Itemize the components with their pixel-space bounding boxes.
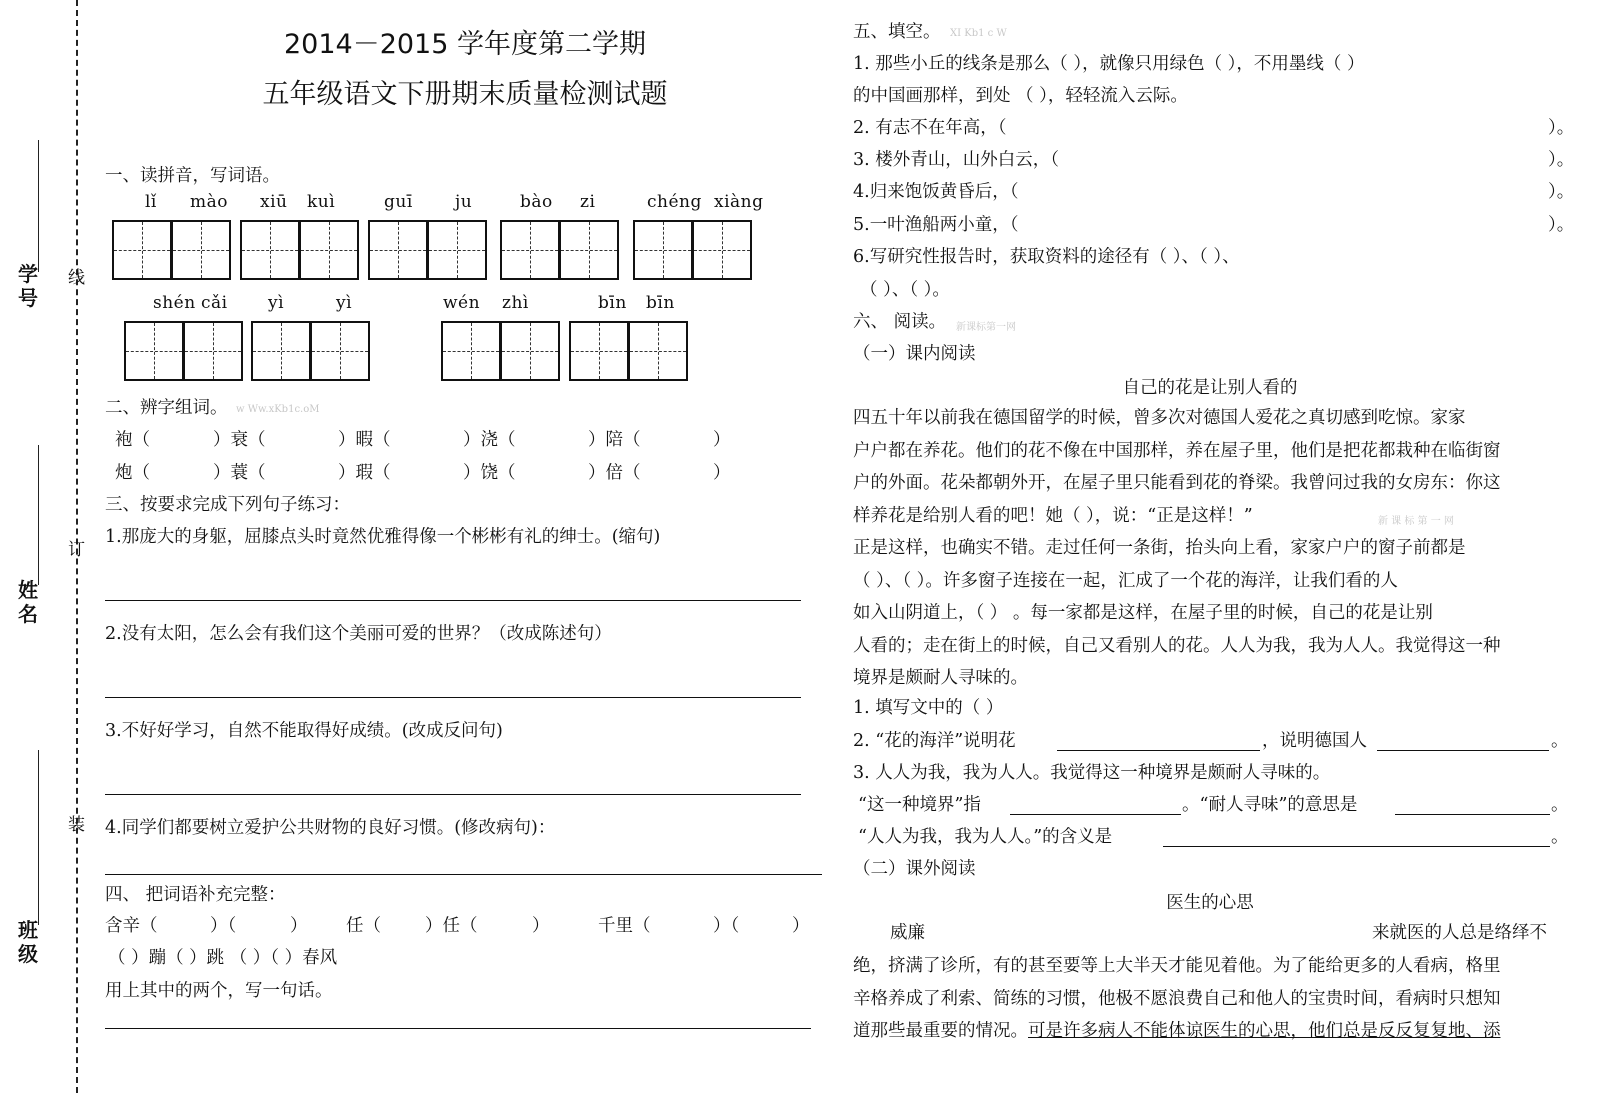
writing-box[interactable] <box>299 220 359 280</box>
char-item: 袍（ <box>115 430 150 450</box>
writing-box[interactable] <box>692 220 752 280</box>
pinyin: mào <box>190 192 228 212</box>
passage-line: 户的外面。花朵都朝外开，在屋子里只能看到花的脊梁。我曾问过我的女房东：你这 <box>853 473 1501 493</box>
idiom-item: 含辛（ <box>105 916 158 936</box>
subsection-heading: （二）课外阅读 <box>853 859 976 879</box>
char-item: ）饶（ <box>463 463 516 483</box>
pinyin: chéng <box>647 192 702 212</box>
pinyin: bīn <box>598 293 627 313</box>
fill-line-end: ）。 <box>1548 150 1575 170</box>
passage-title: 医生的心思 <box>1166 893 1254 913</box>
pinyin: ju <box>455 192 473 212</box>
question-text: 3.不好好学习，自然不能取得好成绩。(改成反问句) <box>105 721 503 741</box>
char-item: ）浇（ <box>463 430 516 450</box>
question-text: 2. “花的海洋”说明花 <box>853 731 1016 751</box>
pinyin: kuì <box>307 192 336 212</box>
student-no-field[interactable] <box>38 140 39 272</box>
question-text: “人人为我，我为人人。”的含义是 <box>858 827 1113 847</box>
section1-heading: 一、读拼音，写词语。 <box>105 166 280 186</box>
page-title-line2: 五年级语文下册期末质量检测试题 <box>262 79 668 110</box>
passage-paragraph <box>853 402 1501 695</box>
idiom-item: ） <box>532 916 550 936</box>
section6-heading: 六、 阅读。 <box>853 312 947 332</box>
answer-line[interactable] <box>1010 814 1181 815</box>
name-label: 姓名 <box>18 578 38 626</box>
underlined-passage-text: 可是许多病人不能体谅医生的心思，他们总是反反复复地、添 <box>1028 1021 1501 1041</box>
char-item: ）陪（ <box>588 430 641 450</box>
writing-box[interactable] <box>633 220 693 280</box>
writing-box[interactable] <box>427 220 487 280</box>
fill-line: （ ）、（ ）。 <box>860 280 950 300</box>
writing-box[interactable] <box>628 321 688 381</box>
name-field[interactable] <box>38 445 39 585</box>
char-item: ） <box>713 463 731 483</box>
char-item: ）蓑（ <box>213 463 266 483</box>
class-field[interactable] <box>38 750 39 925</box>
watermark-text: 新 课 标 第 一 网 <box>1378 516 1454 527</box>
pinyin: yì <box>268 293 285 313</box>
writing-box[interactable] <box>251 321 311 381</box>
passage-line: 境界是颇耐人寻味的。 <box>853 668 1028 688</box>
fill-line-end: ）。 <box>1548 118 1575 138</box>
section4-heading: 四、 把词语补充完整： <box>105 885 286 905</box>
idiom-item: 千里（ <box>598 916 651 936</box>
pinyin: xiàng <box>714 192 764 212</box>
passage-text: 道那些最重要的情况。 <box>853 1021 1028 1041</box>
fill-line: 1. 那些小丘的线条是那么（ ），就像只用绿色（ ），不用墨线（ ） <box>853 54 1365 74</box>
passage-line: 如入山阴道上，（ ） 。每一家都是这样，在屋子里的时候，自己的花是让别 <box>853 603 1433 623</box>
seal-mark-xian: 线 <box>68 268 85 288</box>
writing-box[interactable] <box>569 321 629 381</box>
writing-box[interactable] <box>310 321 370 381</box>
answer-line[interactable] <box>105 697 801 698</box>
fill-line: 3. 楼外青山，山外白云，（ <box>853 150 1060 170</box>
answer-line[interactable] <box>105 600 801 601</box>
seal-mark-ding: 订 <box>68 540 85 560</box>
pinyin: shén <box>153 293 196 313</box>
passage-line <box>853 1015 1501 1048</box>
period: 。 <box>1551 795 1569 815</box>
writing-box[interactable] <box>441 321 501 381</box>
char-item: ）瑕（ <box>338 463 391 483</box>
pinyin: zhì <box>502 293 529 313</box>
fill-line: 4.归来饱饭黄昏后，（ <box>853 182 1019 202</box>
writing-box[interactable] <box>559 220 619 280</box>
pinyin: cǎi <box>201 293 228 313</box>
passage-line: 户户都在养花。他们的花不像在中国那样，养在屋子里，他们是把花都栽种在临街窗 <box>853 440 1501 461</box>
student-no-label: 学号 <box>18 262 38 310</box>
answer-line[interactable] <box>105 1028 811 1029</box>
answer-line[interactable] <box>105 794 801 795</box>
seal-mark-zhuang: 装 <box>68 815 85 835</box>
char-item: ） <box>713 430 731 450</box>
section3-heading: 三、按要求完成下列句子练习： <box>105 495 350 515</box>
writing-box[interactable] <box>500 220 560 280</box>
fill-line: 2. 有志不在年高，（ <box>853 118 1007 138</box>
page-title-line1: 2014－2015 学年度第二学期 <box>283 29 646 60</box>
period: 。 <box>1551 731 1569 751</box>
question-text: 1.那庞大的身躯，屈膝点头时竟然优雅得像一个彬彬有礼的绅士。(缩句) <box>105 527 661 547</box>
passage-title: 自己的花是让别人看的 <box>1122 378 1298 398</box>
fill-line-end: ）。 <box>1548 215 1575 235</box>
instruction-text: 用上其中的两个，写一句话。 <box>105 981 333 1001</box>
question-text: 1. 填写文中的（ ） <box>853 698 1004 718</box>
passage-line: （ ）、（ ）。许多窗子连接在一起，汇成了一个花的海洋，让我们看的人 <box>853 570 1398 591</box>
writing-box[interactable] <box>500 321 560 381</box>
answer-line[interactable] <box>1395 814 1550 815</box>
passage-line: 人看的；走在街上的时候，自己又看别人的花。人人为我，我为人人。我觉得这一种 <box>853 635 1501 656</box>
question-text: ，说明德国人 <box>1262 731 1367 751</box>
subsection-heading: （一）课内阅读 <box>853 344 976 364</box>
passage-line: 来就医的人总是络绎不 <box>1372 923 1547 943</box>
pinyin: bīn <box>646 293 675 313</box>
period: 。 <box>1551 827 1569 847</box>
writing-box[interactable] <box>368 220 428 280</box>
passage-line: 辛格养成了利索、简练的习惯，他极不愿浪费自己和他人的宝贵时间，看病时只想知 <box>853 988 1501 1009</box>
idiom-item: ）（ <box>713 916 740 936</box>
passage-line: 样养花是给别人看的吧！她（ ），说：“正是这样！” <box>853 505 1253 526</box>
pinyin: guī <box>384 192 413 212</box>
passage-line: 正是这样，也确实不错。走过任何一条街，抬头向上看，家家户户的窗子前都是 <box>853 538 1466 558</box>
question-text: 。“耐人寻味”的意思是 <box>1182 795 1358 815</box>
pinyin: yì <box>336 293 353 313</box>
char-item: ）衰（ <box>213 430 266 450</box>
passage-line: 绝，挤满了诊所，有的甚至要等上大半天才能见着他。为了能给更多的人看病，格里 <box>853 956 1501 976</box>
question-text: “这一种境界”指 <box>858 795 981 815</box>
writing-box[interactable] <box>240 220 300 280</box>
answer-line[interactable] <box>105 874 822 875</box>
pinyin: wén <box>443 293 481 313</box>
writing-box[interactable] <box>171 220 231 280</box>
idiom-line: （ ）蹦（ ）跳 （ ）（ ）春风 <box>108 948 338 968</box>
passage-line: 四五十年以前我在德国留学的时候，曾多次对德国人爱花之真切感到吃惊。家家 <box>853 408 1466 428</box>
char-item: 炮（ <box>115 463 150 483</box>
idiom-item: 任（ <box>346 916 381 936</box>
fill-line-end: ）。 <box>1548 182 1575 202</box>
fill-line: 的中国画那样，到处 （ ），轻轻流入云际。 <box>853 86 1188 106</box>
idiom-item: ） <box>290 916 308 936</box>
idiom-item: ） <box>792 916 810 936</box>
writing-box[interactable] <box>112 220 172 280</box>
char-item: ）暇（ <box>338 430 391 450</box>
answer-line[interactable] <box>1377 750 1549 751</box>
question-text: 2.没有太阳，怎么会有我们这个美丽可爱的世界？（改成陈述句） <box>105 624 612 644</box>
fill-line: 6.写研究性报告时，获取资料的途径有（ ）、（ ）、 <box>853 247 1240 267</box>
pinyin: zi <box>580 192 596 212</box>
idiom-item: ）任（ <box>425 916 478 936</box>
answer-line[interactable] <box>1163 846 1550 847</box>
watermark-text: 新课标第一网 <box>956 322 1016 333</box>
watermark-text: w Ww.xKb1c.oM <box>236 404 320 415</box>
char-item: ）倍（ <box>588 463 641 483</box>
writing-box[interactable] <box>183 321 243 381</box>
question-text: 4.同学们都要树立爱护公共财物的良好习惯。(修改病句)： <box>105 818 556 838</box>
class-label: 班级 <box>18 918 38 966</box>
section5-heading: 五、填空。 <box>853 22 941 42</box>
answer-line[interactable] <box>1057 750 1260 751</box>
writing-box[interactable] <box>124 321 184 381</box>
pinyin: xiū <box>260 192 288 212</box>
watermark-text: XI Kb1 c W <box>950 28 1007 39</box>
section2-heading: 二、辨字组词。 <box>105 398 228 418</box>
pinyin: bào <box>520 192 553 212</box>
fill-line: 5.一叶渔船两小童，（ <box>853 215 1019 235</box>
idiom-item: ）（ <box>210 916 237 936</box>
question-text: 3. 人人为我，我为人人。我觉得这一种境界是颇耐人寻味的。 <box>853 763 1331 783</box>
passage-paragraph <box>853 950 1501 1048</box>
pinyin: lǐ <box>145 192 157 212</box>
passage-author: 威廉 <box>890 923 925 943</box>
